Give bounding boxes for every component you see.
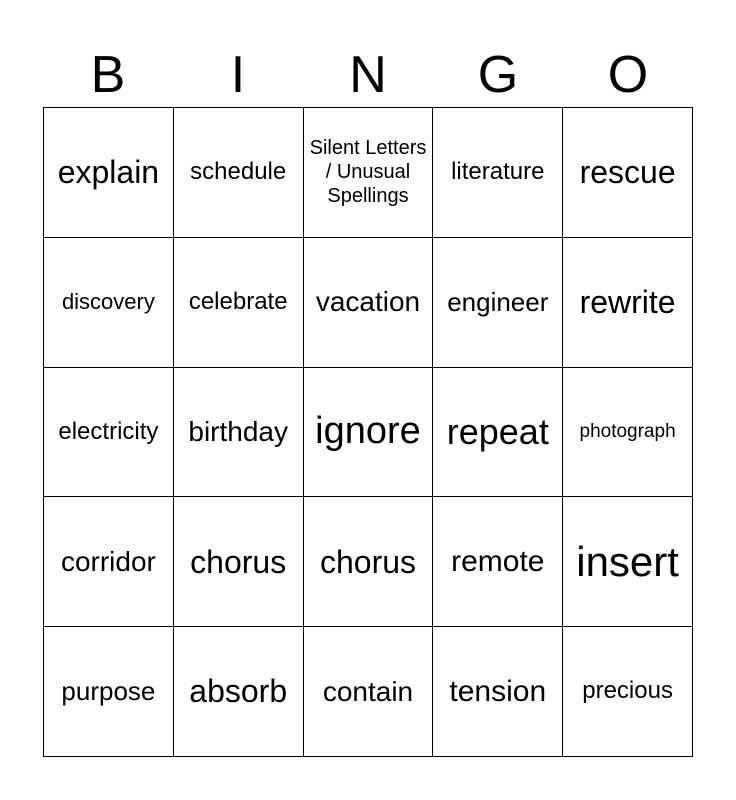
bingo-cell[interactable]: rewrite	[563, 238, 693, 368]
header-letter-o: O	[607, 46, 649, 104]
bingo-cell[interactable]: birthday	[174, 368, 304, 498]
bingo-cell[interactable]: chorus	[174, 497, 304, 627]
bingo-cell[interactable]: rescue	[563, 108, 693, 238]
bingo-cell[interactable]: repeat	[433, 368, 563, 498]
bingo-cell[interactable]: photograph	[563, 368, 693, 498]
bingo-cell[interactable]: remote	[433, 497, 563, 627]
bingo-cell[interactable]: corridor	[44, 497, 174, 627]
bingo-header	[43, 44, 693, 106]
bingo-cell[interactable]: insert	[563, 497, 693, 627]
bingo-cell[interactable]: celebrate	[174, 238, 304, 368]
bingo-cell[interactable]: precious	[563, 627, 693, 757]
header-letter-n: N	[349, 46, 387, 104]
header-letter-i: I	[230, 46, 246, 104]
bingo-cell[interactable]: explain	[44, 108, 174, 238]
header-letter-g: G	[477, 46, 519, 104]
bingo-cell[interactable]: purpose	[44, 627, 174, 757]
bingo-cell[interactable]: vacation	[304, 238, 434, 368]
bingo-cell[interactable]: literature	[433, 108, 563, 238]
bingo-cell[interactable]: schedule	[174, 108, 304, 238]
bingo-cell[interactable]: discovery	[44, 238, 174, 368]
header-letter-b: B	[90, 46, 126, 104]
bingo-cell[interactable]: chorus	[304, 497, 434, 627]
bingo-cell[interactable]: contain	[304, 627, 434, 757]
bingo-cell[interactable]: absorb	[174, 627, 304, 757]
bingo-grid	[43, 107, 693, 757]
bingo-cell[interactable]: electricity	[44, 368, 174, 498]
bingo-cell[interactable]: engineer	[433, 238, 563, 368]
bingo-cell[interactable]: ignore	[304, 368, 434, 498]
bingo-cell-center[interactable]: Silent Letters / Unusual Spellings	[304, 108, 434, 238]
bingo-cell[interactable]: tension	[433, 627, 563, 757]
